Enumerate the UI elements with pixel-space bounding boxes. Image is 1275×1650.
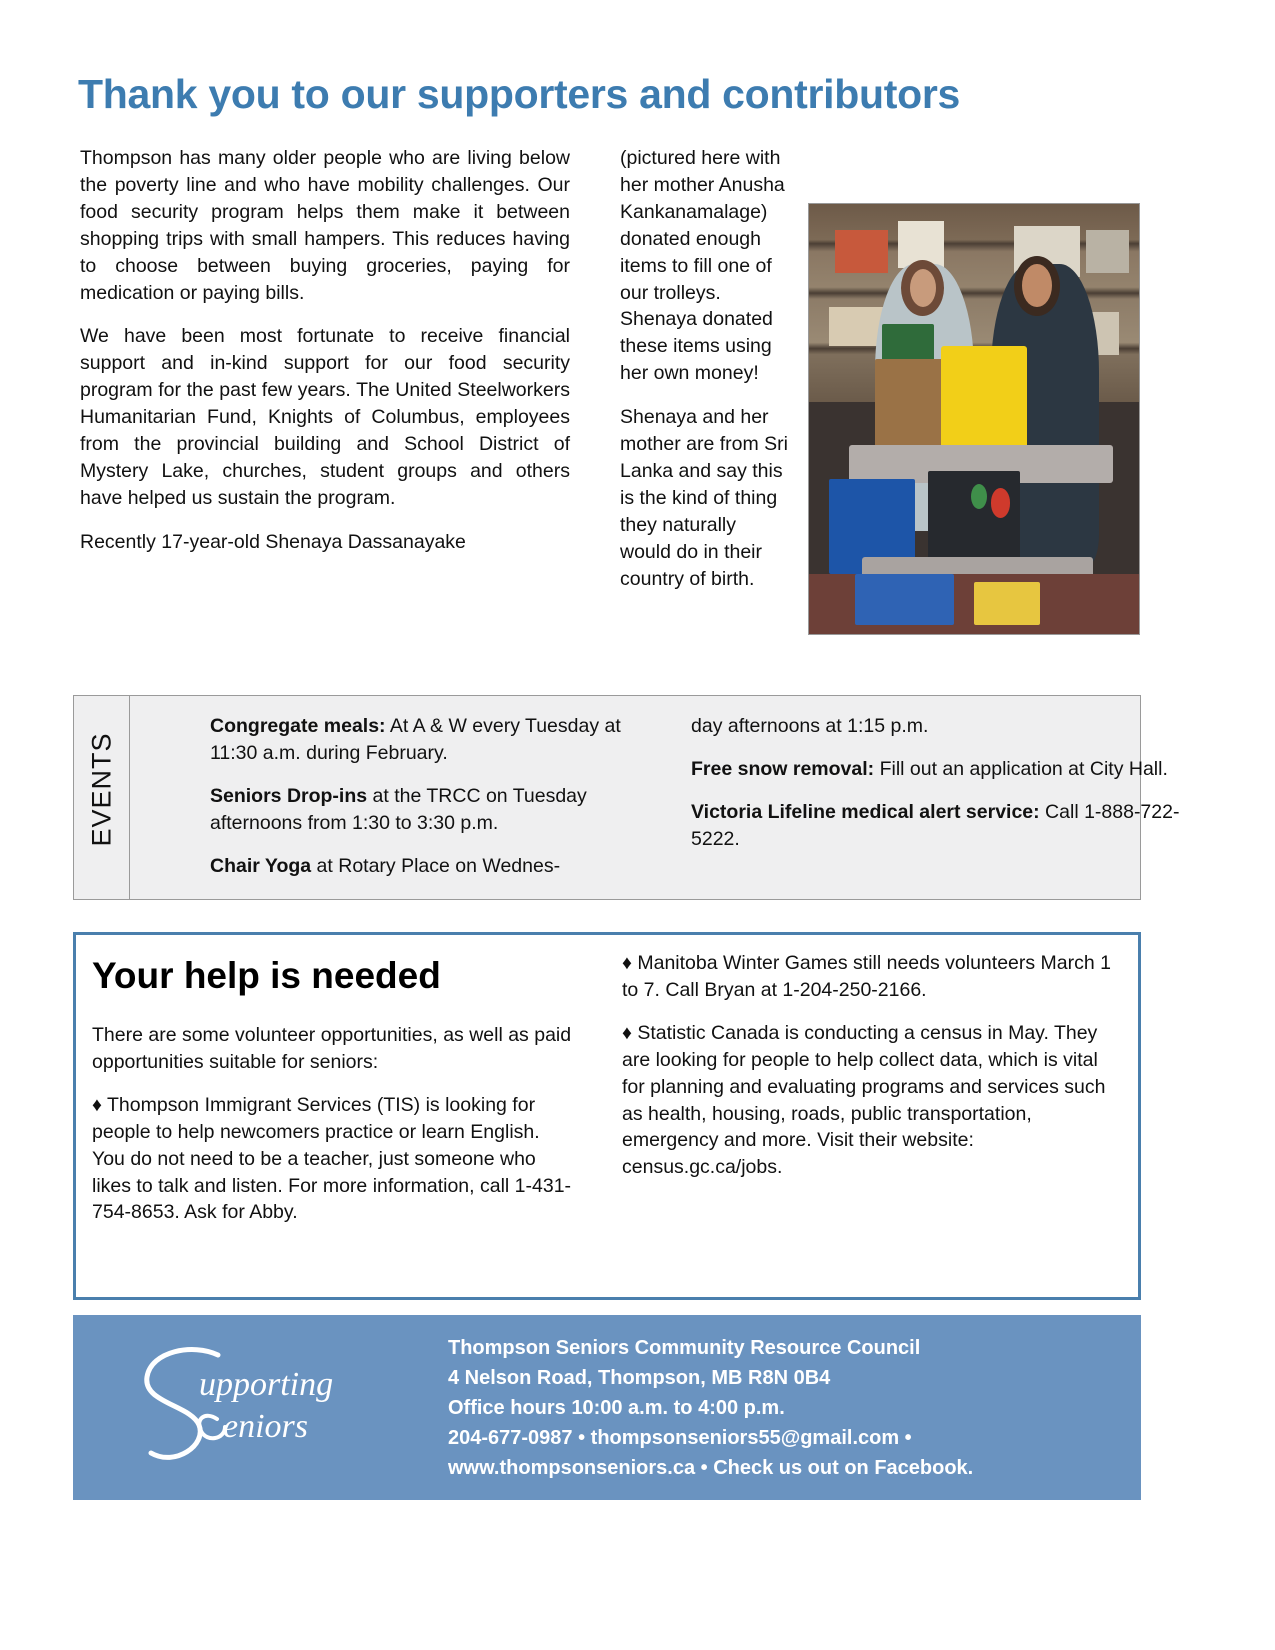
footer-contact-block	[448, 1333, 1108, 1483]
events-box	[73, 695, 1180, 900]
help-paragraph: ♦ Thompson Immigrant Services (TIS) is looking for people to help newcomers practice or learn English. You do not need to be a teacher, just someone who likes to talk and listen. For more information, call 1-431-754-8653. Ask for Abby.	[92, 1093, 572, 1224]
help-column-left	[92, 1022, 572, 1242]
footer-organization: Thompson Seniors Community Resource Council	[448, 1337, 921, 1359]
event-text: Call 1-888-722-5222.	[691, 800, 1180, 850]
photo-person-shenaya-face	[910, 269, 936, 308]
photo-floor-bag-yellow	[974, 582, 1040, 625]
footer-banner	[73, 1315, 1141, 1500]
event-title: Free snow removal:	[691, 757, 875, 780]
footer-address: 4 Nelson Road, Thompson, MB R8N 0B4	[448, 1367, 831, 1389]
article-paragraph: Thompson has many older people who are living below the poverty line and who have mobility challenges. Our food security program helps them make it between shopping trips with small hampers. This reduces having to choose between buying groceries, paying for medication or paying bills.	[80, 147, 570, 304]
event-item	[210, 783, 648, 837]
article-paragraph: We have been most fortunate to receive financial support and in-kind support for our food security program for the past few years. The United Steelworkers Humanitarian Fund, Knights of Columbus, employees from the provincial building and School District of Mystery Lake, churches, student groups and others have helped us sustain the program.	[80, 325, 570, 509]
svg-text:upporting: upporting	[199, 1366, 334, 1403]
photo-box	[835, 230, 888, 273]
event-text: at Rotary Place on Wednes-	[311, 854, 561, 877]
photo-floor-bag-blue	[855, 574, 954, 626]
help-needed-title: Your help is needed	[92, 955, 441, 996]
event-title: Seniors Drop-ins	[210, 784, 368, 807]
event-text: at the TRCC on Tuesday afternoons from 1:30 to 3:30 p.m.	[210, 784, 587, 834]
page-title: Thank you to our supporters and contributors	[78, 71, 960, 117]
photo-bag-brown	[875, 359, 944, 458]
article-paragraph: Recently 17-year-old Shenaya Dassanayake	[80, 530, 466, 553]
article-right-column	[620, 145, 1140, 641]
event-item	[210, 853, 648, 880]
article-left-column	[80, 145, 570, 573]
svg-text:eniors: eniors	[223, 1408, 308, 1445]
help-column-right	[622, 950, 1122, 1197]
event-item	[210, 713, 648, 767]
article-paragraph: (pictured here with her mother Anusha Kankanamalage) donated enough items to fill one of our trolleys. Shenaya donated these items using her own money!	[620, 147, 785, 385]
event-title: Chair Yoga	[210, 854, 312, 877]
footer-web[interactable]: www.thompsonseniors.ca • Check us out on Facebook.	[448, 1457, 974, 1479]
event-title: Victoria Lifeline medical alert service:	[691, 800, 1040, 823]
footer-office-hours: Office hours 10:00 a.m. to 4:00 p.m.	[448, 1397, 785, 1419]
photo-box	[1086, 230, 1129, 273]
event-item	[691, 756, 1191, 783]
events-column-right	[691, 713, 1191, 869]
photo-bag-green	[882, 324, 935, 363]
event-title: Congregate meals:	[210, 715, 386, 737]
photo-item-red	[991, 488, 1011, 518]
events-label: EVENTS	[86, 732, 117, 847]
footer-contact[interactable]: 204-677-0987 • thompsonseniors55@gmail.com •	[448, 1427, 912, 1449]
donation-photo	[808, 203, 1140, 635]
event-text: day afternoons at 1:15 p.m.	[691, 715, 929, 737]
photo-person-anusha-face	[1022, 264, 1052, 307]
supporting-seniors-logo	[113, 1333, 413, 1483]
event-item	[691, 799, 1191, 853]
event-item	[691, 713, 1191, 740]
article-paragraph: Shenaya and her mother are from Sri Lanka and say this is the kind of thing they naturally would do in their country of birth.	[620, 406, 788, 590]
events-column-left	[210, 713, 648, 896]
photo-bag-yellow	[941, 346, 1027, 458]
help-paragraph: There are some volunteer opportunities, as well as paid opportunities suitable for seniors:	[92, 1024, 572, 1073]
help-paragraph: ♦ Statistic Canada is conducting a census in May. They are looking for people to help collect data, which is vital for planning and evaluating programs and services such as health, housing, roads, public transportation, emergency and more. Visit their website: census.gc.ca/jobs.	[622, 1021, 1106, 1179]
events-label-cell	[74, 696, 130, 899]
event-text: Fill out an application at City Hall.	[874, 757, 1168, 780]
event-text: At A & W every Tuesday at 11:30 a.m. during February.	[210, 715, 621, 764]
help-paragraph: ♦ Manitoba Winter Games still needs volunteers March 1 to 7. Call Bryan at 1-204-250-2166.	[622, 952, 1111, 1001]
